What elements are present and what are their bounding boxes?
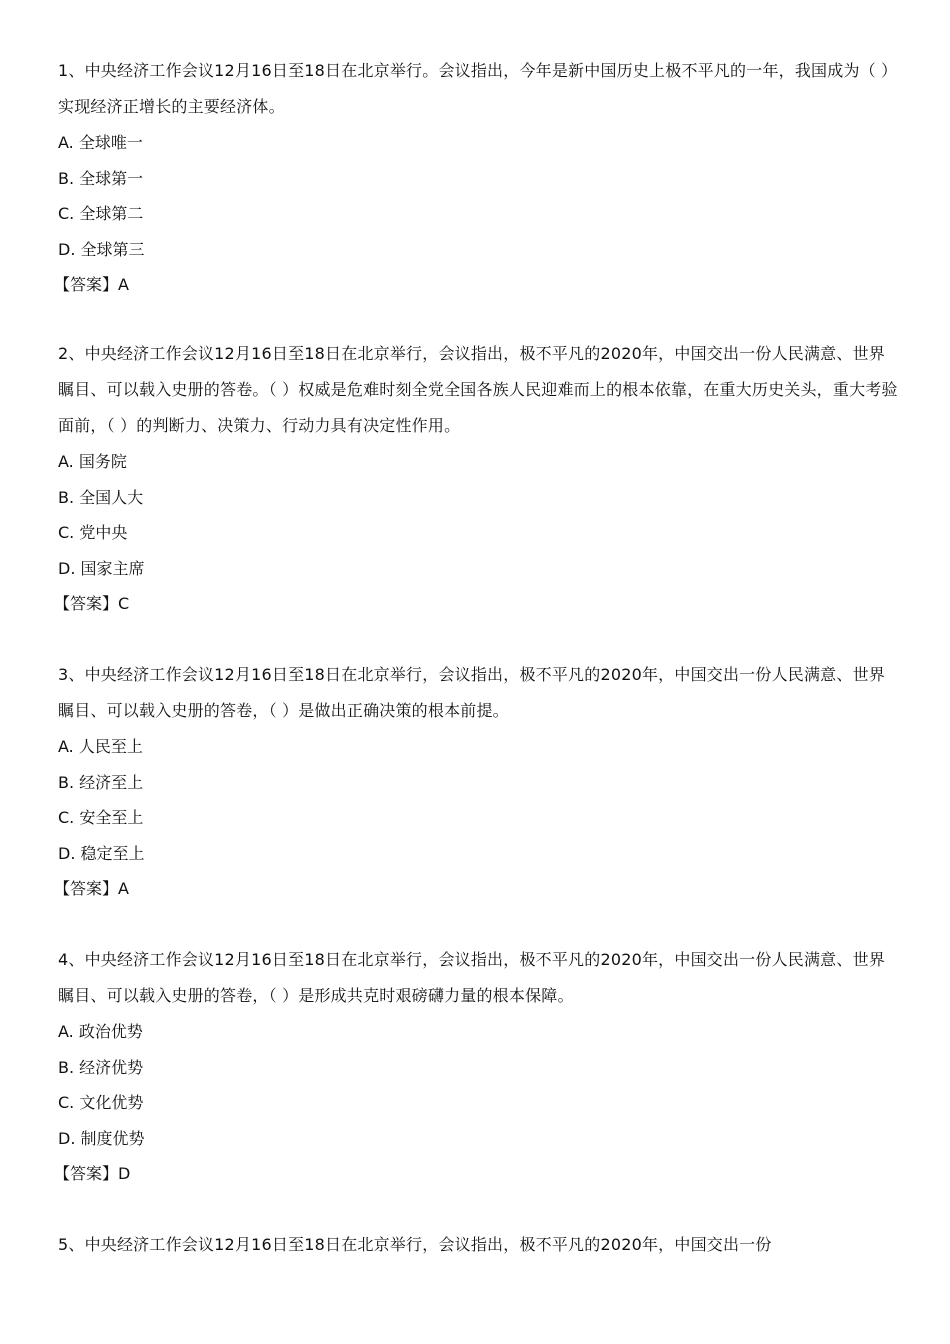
question-3-option-a: A. 人民至上 — [58, 737, 143, 756]
question-4 — [54, 942, 898, 1192]
question-3-options — [58, 729, 898, 871]
question-2-option-d: D. 国家主席 — [58, 558, 145, 578]
question-3-option-d: D. 稳定至上 — [58, 843, 145, 863]
question-1-option-c: C. 全球第二 — [58, 204, 144, 223]
question-3-option-c: C. 安全至上 — [58, 808, 144, 827]
question-2-answer: 【答案】C — [54, 594, 130, 613]
question-4-option-b: B. 经济优势 — [58, 1057, 144, 1077]
question-3-answer: 【答案】A — [54, 879, 129, 898]
question-1-answer: 【答案】A — [54, 275, 129, 294]
question-4-option-a: A. 政治优势 — [58, 1022, 143, 1041]
question-1-option-a: A. 全球唯一 — [58, 133, 143, 152]
question-2-text: 2、中央经济工作会议12月16日至18日在北京举行，会议指出，极不平凡的2020年，中国交出一份人民满意、世界瞩目、可以载入史册的答卷。（ ）权威是危难时刻全党全国各族人民迎难而上的根本依靠，在重大历史关头，重大考验面前，（ ）的判断力、决策力、行动力具有决定性作用。 — [58, 344, 898, 435]
question-3-text: 3、中央经济工作会议12月16日至18日在北京举行，会议指出，极不平凡的2020年，中国交出一份人民满意、世界瞩目、可以载入史册的答卷，（ ）是做出正确决策的根本前提。 — [58, 665, 885, 720]
question-4-option-d: D. 制度优势 — [58, 1128, 145, 1148]
question-1-option-b: B. 全球第一 — [58, 168, 144, 188]
question-4-options — [58, 1014, 898, 1156]
question-1-options — [58, 125, 898, 267]
question-1-option-d: D. 全球第三 — [58, 239, 145, 259]
question-4-answer: 【答案】D — [54, 1164, 131, 1183]
question-2-options — [58, 444, 898, 586]
question-4-text: 4、中央经济工作会议12月16日至18日在北京举行，会议指出，极不平凡的2020年，中国交出一份人民满意、世界瞩目、可以载入史册的答卷，（ ）是形成共克时艰磅礴力量的根本保障。 — [58, 950, 885, 1005]
question-4-option-c: C. 文化优势 — [58, 1093, 144, 1112]
question-2-option-c: C. 党中央 — [58, 523, 128, 542]
question-2-option-b: B. 全国人大 — [58, 487, 144, 507]
question-3-option-b: B. 经济至上 — [58, 772, 144, 792]
question-3 — [54, 657, 898, 907]
question-5-text: 5、中央经济工作会议12月16日至18日在北京举行，会议指出，极不平凡的2020年，中国交出一份 — [58, 1235, 772, 1254]
question-5 — [58, 1227, 898, 1263]
question-2-option-a: A. 国务院 — [58, 452, 127, 471]
question-1 — [54, 53, 898, 303]
question-1-text: 1、中央经济工作会议12月16日至18日在北京举行。会议指出，今年是新中国历史上极不平凡的一年，我国成为（ ）实现经济正增长的主要经济体。 — [58, 61, 898, 116]
question-2 — [54, 336, 898, 622]
